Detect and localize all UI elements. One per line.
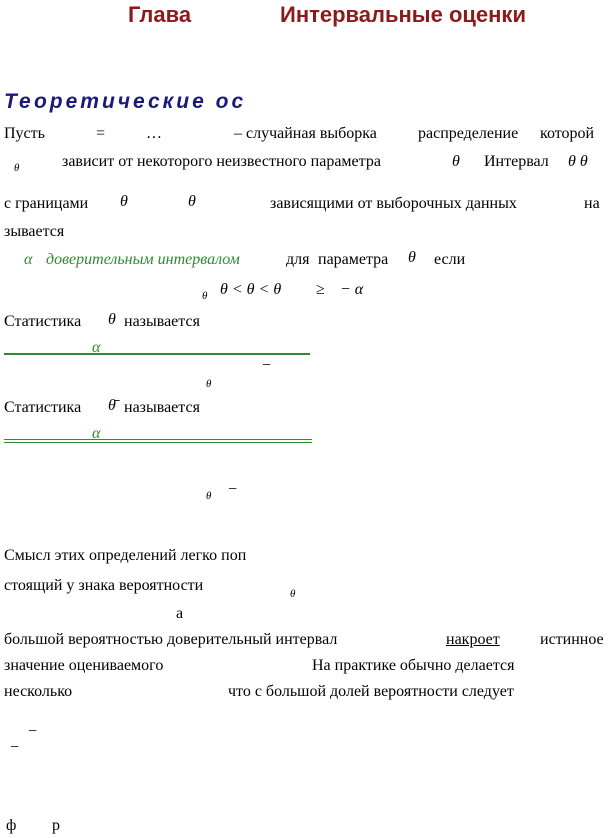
text-interval: Интервал [484, 153, 549, 170]
alpha-green-3: α [92, 425, 101, 442]
section-title: Теоретические ос [4, 90, 247, 113]
text-equals: = [96, 125, 106, 142]
text-a: а [176, 605, 184, 622]
text-istinnoe: истинное [540, 631, 604, 648]
theta-sub-formula: θ [202, 290, 208, 302]
formula-inequality: θ < θ < θ [220, 281, 282, 298]
text-dlya: для [286, 251, 310, 268]
text-statistika-1: Статистика [4, 313, 82, 330]
text-depends: зависит от некоторого неизвестного параметра [62, 153, 381, 170]
text-bolshoy: большой вероятностью доверительный интервал [4, 631, 338, 648]
text-f: ф [6, 817, 17, 834]
text-stoyashchiy: стоящий у знака вероятности [4, 577, 204, 594]
text-chto-s: что с большой долей вероятности следует [228, 683, 514, 700]
green-rule-double [4, 439, 312, 443]
minus-sign-4: − [10, 739, 20, 756]
text-zyvaetsya: зывается [4, 223, 65, 240]
text-ellipsis: … [146, 125, 162, 142]
text-sample: – случайная выборка [234, 125, 377, 142]
text-nazyvaetsya-2: называется [124, 399, 200, 416]
term-confidence-interval: доверительным интервалом [46, 251, 240, 268]
theta-sub-2: θ [206, 378, 212, 390]
text-kotoroy: которой [540, 125, 595, 142]
chapter-title: Интервальные оценки [280, 2, 526, 27]
text-na: на [584, 195, 600, 212]
text-znachenie: значение оцениваемого [4, 657, 164, 674]
theta-lower: θ [120, 193, 128, 210]
formula-one-minus-alpha: − α [340, 281, 364, 298]
alpha-green: α [24, 251, 33, 268]
theta-sub: θ [14, 162, 20, 174]
text-sample-data: зависящими от выборочных данных [270, 195, 517, 212]
theta-param: θ [408, 249, 416, 266]
green-rule-single [4, 353, 310, 355]
minus-sign-2: − [228, 481, 238, 498]
theta-bar-stat: θ̄ [108, 397, 116, 414]
theta-sub-4: θ [290, 588, 296, 600]
minus-sign-3: − [28, 723, 38, 740]
text-na-praktike: На практике обычно делается [312, 657, 515, 674]
text-distribution: распределение [418, 125, 519, 142]
theta-stat-1: θ [108, 311, 116, 328]
theta-upper: θ [188, 193, 196, 210]
alpha-green-2: α [92, 339, 101, 356]
text-statistika-2: Статистика [4, 399, 82, 416]
formula-geq: ≥ [316, 281, 325, 298]
text-smysl: Смысл этих определений легко поп [4, 547, 247, 564]
chapter-label: Глава [128, 2, 192, 27]
text-nakroet: накроет [446, 631, 500, 648]
text-neskolko: несколько [4, 683, 73, 700]
text-parametra: параметра [318, 251, 389, 268]
minus-sign-1: − [262, 357, 272, 374]
theta-symbol: θ [452, 153, 460, 170]
theta-pair: θ θ [568, 153, 588, 170]
text-granitsami: с границами [4, 195, 89, 212]
text-nazyvaetsya-1: называется [124, 313, 200, 330]
theta-sub-3: θ [206, 490, 212, 502]
text-esli: если [434, 251, 466, 268]
text-r: р [52, 817, 60, 834]
text-pust: Пусть [4, 125, 45, 142]
